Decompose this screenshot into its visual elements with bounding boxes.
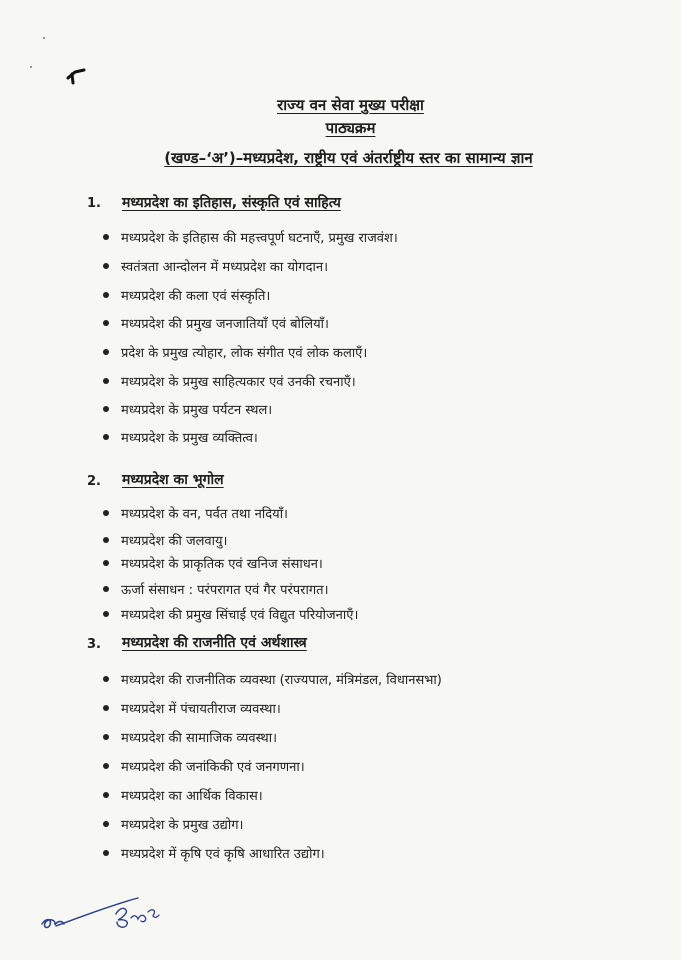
section-number: 2. — [87, 474, 101, 489]
bullet-icon — [103, 763, 109, 769]
list-item — [103, 342, 367, 362]
list-item-text: मध्यप्रदेश का आर्थिक विकास। — [121, 789, 263, 804]
list-item-text: मध्यप्रदेश के वन, पर्वत तथा नदियाँ। — [121, 507, 288, 522]
list-item — [103, 814, 243, 834]
list-item — [103, 503, 288, 523]
list-item-text: मध्यप्रदेश के प्रमुख साहित्यकार एवं उनकी रचनाएँ। — [121, 375, 356, 390]
bullet-icon — [103, 611, 109, 617]
list-item-text: मध्यप्रदेश में कृषि एवं कृषि आधारित उद्योग। — [121, 847, 325, 862]
list-item — [103, 698, 281, 718]
bullet-icon — [103, 320, 109, 326]
bullet-icon — [103, 560, 109, 566]
bullet-icon — [103, 734, 109, 740]
list-item — [103, 756, 305, 776]
section-a-title: (खण्ड–‘अ’)–मध्यप्रदेश, राष्ट्रीय एवं अंतर्राष्ट्रीय स्तर का सामान्य ज्ञान — [164, 149, 533, 167]
section-number: 1. — [87, 196, 101, 211]
list-item-text: मध्यप्रदेश के इतिहास की महत्त्वपूर्ण घटनाएँ, प्रमुख राजवंश। — [121, 231, 398, 246]
bullet-icon — [103, 349, 109, 355]
list-item-text: मध्यप्रदेश के प्रमुख उद्योग। — [121, 818, 244, 833]
exam-title: राज्य वन सेवा मुख्य परीक्षा — [277, 96, 424, 114]
bullet-icon — [103, 792, 109, 798]
syllabus-title: पाठ्यक्रम — [325, 119, 376, 137]
list-item-text: मध्यप्रदेश की राजनीतिक व्यवस्था (राज्यपाल, मंत्रिमंडल, विधानसभा) — [121, 673, 442, 688]
bullet-icon — [103, 510, 109, 516]
list-item-text: ऊर्जा संसाधन : परंपरागत एवं गैर परंपरागत। — [121, 583, 329, 598]
list-item-text: मध्यप्रदेश की जनांकिकी एवं जनगणना। — [121, 760, 305, 775]
list-item-text: मध्यप्रदेश के प्रमुख व्यक्तित्व। — [121, 431, 258, 446]
scan-dot — [30, 66, 32, 68]
list-item — [103, 604, 358, 624]
list-item-text: मध्यप्रदेश की कला एवं संस्कृति। — [121, 289, 271, 304]
list-item — [103, 285, 270, 305]
list-item-text: मध्यप्रदेश की प्रमुख जनजातियाँ एवं बोलियाँ। — [121, 317, 329, 332]
ink-mark — [66, 66, 88, 86]
list-item-text: स्वतंत्रता आन्दोलन में मध्यप्रदेश का योगदान। — [121, 260, 329, 275]
list-item-text: मध्यप्रदेश की सामाजिक व्यवस्था। — [121, 731, 277, 746]
section-heading: मध्यप्रदेश की राजनीति एवं अर्थशास्त्र — [122, 635, 307, 651]
bullet-icon — [103, 292, 109, 298]
list-item — [103, 427, 258, 447]
list-item-text: मध्यप्रदेश की जलवायु। — [121, 534, 228, 549]
list-item — [103, 371, 356, 391]
section-heading: मध्यप्रदेश का इतिहास, संस्कृति एवं साहित्य — [122, 195, 341, 211]
bullet-icon — [103, 234, 109, 240]
bullet-icon — [103, 850, 109, 856]
list-item — [103, 669, 442, 689]
signature — [38, 888, 188, 938]
list-item — [103, 313, 329, 333]
list-item — [103, 553, 323, 573]
list-item-text: प्रदेश के प्रमुख त्योहार, लोक संगीत एवं लोक कलाएँ। — [121, 346, 368, 361]
bullet-icon — [103, 676, 109, 682]
bullet-icon — [103, 705, 109, 711]
list-item — [103, 530, 227, 550]
list-item-text: मध्यप्रदेश के प्राकृतिक एवं खनिज संसाधन। — [121, 557, 323, 572]
bullet-icon — [103, 263, 109, 269]
list-item — [103, 256, 328, 276]
bullet-icon — [103, 537, 109, 543]
bullet-icon — [103, 406, 109, 412]
section-number: 3. — [87, 637, 101, 652]
section-heading: मध्यप्रदेश का भूगोल — [122, 472, 224, 488]
list-item — [103, 399, 272, 419]
scan-dot — [43, 37, 45, 39]
list-item-text: मध्यप्रदेश में पंचायतीराज व्यवस्था। — [121, 702, 281, 717]
list-item — [103, 843, 325, 863]
list-item — [103, 227, 398, 247]
bullet-icon — [103, 586, 109, 592]
bullet-icon — [103, 821, 109, 827]
list-item-text: मध्यप्रदेश की प्रमुख सिंचाई एवं विद्युत परियोजनाएँ। — [121, 608, 359, 623]
list-item — [103, 727, 277, 747]
bullet-icon — [103, 378, 109, 384]
bullet-icon — [103, 434, 109, 440]
list-item — [103, 579, 329, 599]
list-item — [103, 785, 263, 805]
list-item-text: मध्यप्रदेश के प्रमुख पर्यटन स्थल। — [121, 403, 273, 418]
